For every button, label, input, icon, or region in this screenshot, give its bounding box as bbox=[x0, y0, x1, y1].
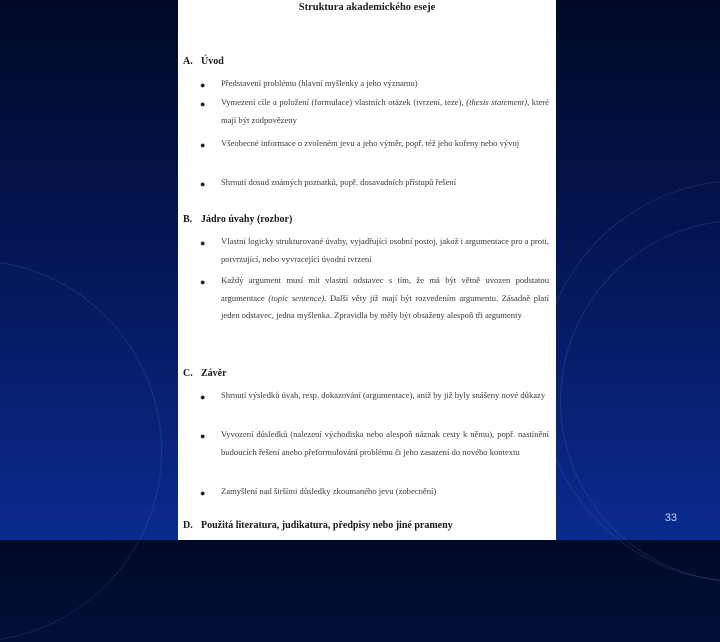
section-letter: D. bbox=[183, 520, 193, 531]
list-item: Vyvození důsledků (nalezení východiska nebo alespoň náznak cesty k němu), popř. nastínění budoucích řešení anebo přeformulování problému či jeho zasazení do nového kontextu bbox=[221, 429, 549, 457]
list-item: Shrnutí výsledků úvah, resp. dokazování (argumentace), aniž by již byly snášeny nové důkazy bbox=[221, 390, 546, 400]
bullet-icon: ● bbox=[200, 80, 206, 90]
decor-arc bbox=[0, 260, 162, 642]
list-item: Všeobecné informace o zvoleném jevu a jeho výměr, popř. též jeho kořeny nebo vývoj bbox=[221, 138, 520, 148]
section-letter: C. bbox=[183, 368, 193, 379]
bullet-icon: ● bbox=[200, 179, 206, 189]
list-item: Shrnutí dosud známých poznatků, popř. dosavadních přístupů řešení bbox=[221, 177, 457, 187]
section-heading-c bbox=[183, 368, 227, 379]
section-letter: B. bbox=[183, 214, 193, 225]
document-title: Struktura akademického eseje bbox=[298, 2, 436, 13]
list-item: Představení problému (hlavní myšlenky a jeho významu) bbox=[221, 78, 418, 88]
section-heading-d bbox=[183, 520, 453, 531]
section-heading-b bbox=[183, 214, 292, 225]
section-title: Úvod bbox=[201, 56, 224, 67]
document-page bbox=[178, 0, 556, 540]
bullet-icon: ● bbox=[200, 431, 206, 441]
section-title: Závěr bbox=[201, 368, 227, 379]
slide-number: 33 bbox=[664, 512, 677, 524]
section-title: Použitá literatura, judikatura, předpisy nebo jiné prameny bbox=[201, 520, 453, 531]
list-item: Vlastní logicky strukturované úvahy, vyjadřující osobní postoj, jakož i argumentace pro a proti, potvrzující, nebo vyvracející úvodní tvrzení bbox=[221, 236, 549, 264]
list-item: Zamyšlení nad širšími důsledky zkoumaného jevu (zobecnění) bbox=[221, 486, 437, 496]
bullet-icon: ● bbox=[200, 238, 206, 248]
section-title: Jádro úvahy (rozbor) bbox=[201, 214, 293, 225]
list-item: Každý argument musí mít vlastní odstavec s tím, že má být větně uvozen podstatou argumentace (topic sentence). Další věty již mají být rozvedením argumentu. Zásadně platí jeden odstavec, jedna myšlenka. Zpravidla by měly být obsaženy alespoň tři argumenty bbox=[221, 275, 550, 320]
list-item: Vymezení cíle a položení (formulace) vlastních otázek (tvrzení, teze), (thesis statement), které mají být zodpovězeny bbox=[221, 97, 549, 125]
bullet-icon: ● bbox=[200, 488, 206, 498]
bullet-icon: ● bbox=[200, 99, 206, 109]
section-letter: A. bbox=[183, 56, 193, 67]
bullet-icon: ● bbox=[200, 140, 206, 150]
bullet-icon: ● bbox=[200, 277, 206, 287]
bullet-icon: ● bbox=[200, 392, 206, 402]
section-heading-a bbox=[183, 56, 224, 67]
